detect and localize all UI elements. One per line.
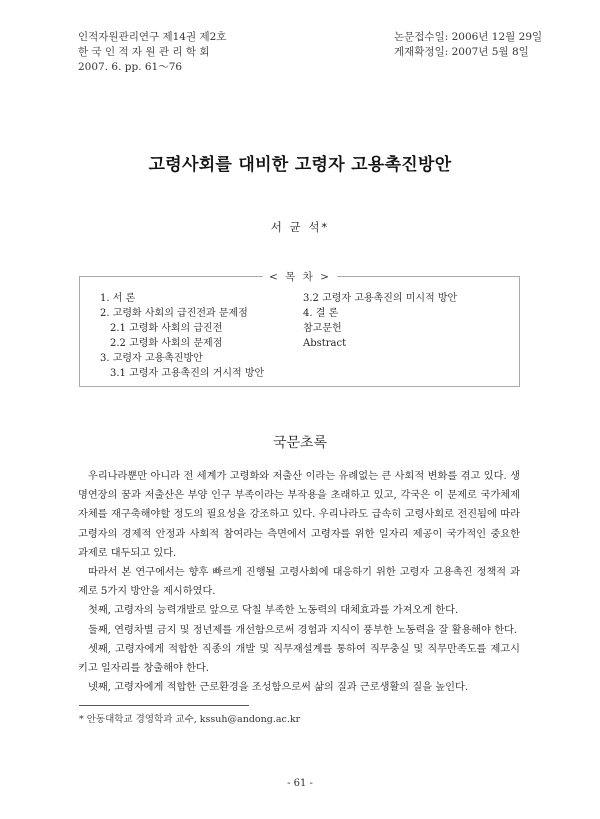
journal-name: 인적자원관리연구 제14권 제2호 xyxy=(78,31,227,43)
toc-item: 3.1 고령자 고용촉진의 거시적 방안 xyxy=(110,368,265,379)
toc-item: 3.2 고령자 고용촉진의 미시적 방안 xyxy=(303,293,458,304)
submission-dates xyxy=(394,30,542,60)
toc-right-column xyxy=(303,291,457,351)
footnote-divider xyxy=(79,705,249,706)
paper-title: 고령사회를 대비한 고령자 고용촉진방안 xyxy=(148,155,452,175)
received-date: 논문접수일: 2006년 12월 29일 xyxy=(394,31,543,43)
page-number: - 61 - xyxy=(287,778,313,789)
accepted-date: 게재확정일: 2007년 5월 8일 xyxy=(394,46,529,58)
toc-item: 4. 결 론 xyxy=(303,308,339,319)
toc-item: 2. 고령화 사회의 급진전과 문제점 xyxy=(100,308,248,319)
abstract-paragraph: 우리나라뿐만 아니라 전 세계가 고령화와 저출산 이라는 유례없는 큰 사회적 변화를 겪고 있다. 생명연장의 꿈과 저출산은 부양 인구 부족이라는 부작용을 초래하고 있고, 각국은 이 문제로 국가체제자체를 재구축해야할 정도의 필요성을 강조하고 있다. 우리나라도 급속히 고령사회로 전진됨에 따라 고령자의 경제적 안정과 사회적 참여라는 측면에서 고령자를 위한 일자리 제공이 국가적인 중요한 과제로 대두되고 있다. xyxy=(78,471,520,559)
toc-title-text: < 목 차 > xyxy=(263,271,337,283)
abstract-paragraph: 둘째, 연령차별 금지 및 정년제를 개선함으로써 경험과 지식이 풍부한 노동력을 잘 활용해야 한다. xyxy=(88,624,518,636)
abstract-paragraph: 셋째, 고령자에게 적합한 직종의 개발 및 직무재설계를 통하여 직무충실 및 직무만족도를 제고시키고 일자리를 창출해야 한다. xyxy=(78,643,520,675)
author-name: 서 균 석* xyxy=(270,220,330,234)
journal-pages: 2007. 6. pp. 61～76 xyxy=(78,61,183,73)
toc-item: 2.2 고령화 사회의 문제점 xyxy=(110,338,223,349)
journal-info xyxy=(78,30,226,75)
society-name: 한 국 인 적 자 원 관 리 학 회 xyxy=(78,46,210,58)
author-footnote: * 안동대학교 경영학과 교수, kssuh@andong.ac.kr xyxy=(79,714,301,725)
toc-item: Abstract xyxy=(303,338,347,349)
toc-left-column xyxy=(100,291,264,381)
toc-item: 3. 고령자 고용촉진방안 xyxy=(100,353,203,364)
abstract-paragraph: 따라서 본 연구에서는 향후 빠르게 진행될 고령사회에 대응하기 위한 고령자 고용촉진 정책적 과제로 5가지 방안을 제시하였다. xyxy=(78,567,520,598)
abstract-heading: 국문초록 xyxy=(272,435,328,451)
abstract-paragraph: 첫째, 고령자의 능력개발로 앞으로 닥칠 부족한 노동력의 대체효과를 가져오게 한다. xyxy=(88,605,459,617)
toc-item: 참고문헌 xyxy=(303,323,342,334)
toc-item: 2.1 고령화 사회의 급진전 xyxy=(110,323,223,334)
abstract-body xyxy=(78,467,520,697)
toc-item: 1. 서 론 xyxy=(100,293,136,304)
abstract-paragraph: 넷째, 고령자에게 적합한 근로환경을 조성함으로써 삶의 질과 근로생활의 질을 높인다. xyxy=(88,682,469,694)
toc-title xyxy=(0,269,600,284)
